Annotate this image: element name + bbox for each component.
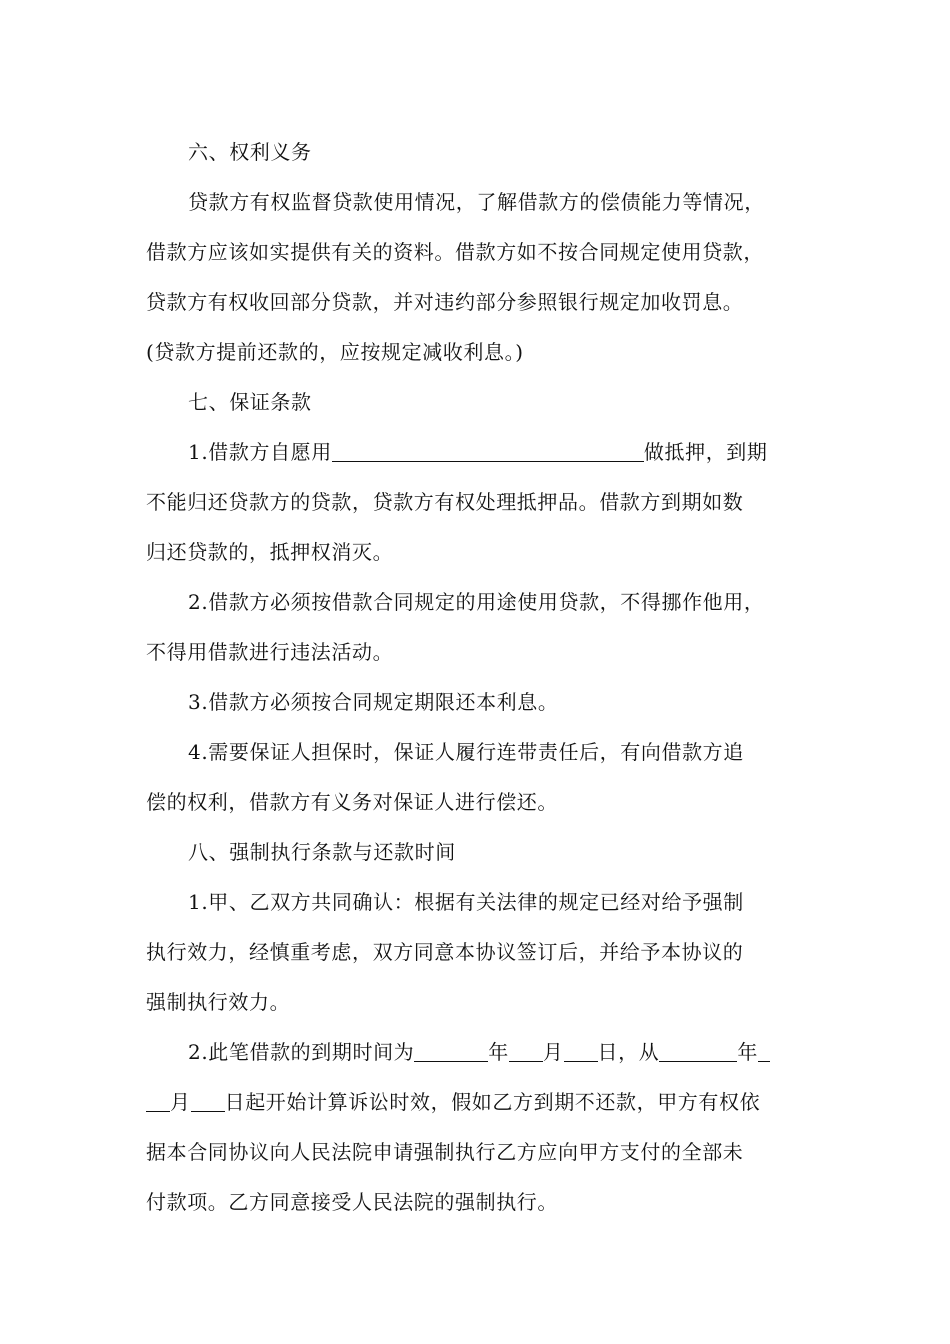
paragraph-line: 贷款方有权监督贷款使用情况，了解借款方的偿债能力等情况， bbox=[188, 190, 765, 214]
section-heading-enforcement: 八、强制执行条款与还款时间 bbox=[188, 840, 456, 864]
year-blank bbox=[414, 1041, 488, 1062]
paragraph-line-due-date bbox=[188, 1037, 868, 1067]
start-year-blank bbox=[659, 1041, 737, 1062]
month-label: 月 bbox=[170, 1090, 191, 1114]
start-month-blank-continued bbox=[146, 1091, 170, 1112]
paragraph-line: 偿的权利，借款方有义务对保证人进行偿还。 bbox=[146, 790, 558, 814]
line-text: 日，从 bbox=[597, 1040, 660, 1064]
paragraph-line: 付款项。乙方同意接受人民法院的强制执行。 bbox=[146, 1190, 558, 1214]
paragraph-line: 强制执行效力。 bbox=[146, 990, 291, 1014]
paragraph-line: 执行效力，经慎重考虑，双方同意本协议签订后，并给予本协议的 bbox=[146, 940, 744, 964]
paragraph-line: 不能归还贷款方的贷款，贷款方有权处理抵押品。借款方到期如数 bbox=[146, 490, 744, 514]
paragraph-line-collateral bbox=[188, 437, 868, 467]
start-day-blank bbox=[191, 1091, 225, 1112]
paragraph-line: (贷款方提前还款的，应按规定减收利息。) bbox=[146, 340, 524, 364]
line-text: 日起开始计算诉讼时效，假如乙方到期不还款，甲方有权依 bbox=[224, 1090, 761, 1114]
year-label: 年 bbox=[488, 1040, 509, 1064]
line-text: 做抵押，到期 bbox=[643, 440, 768, 464]
paragraph-line: 2.借款方必须按借款合同规定的用途使用贷款，不得挪作他用， bbox=[188, 590, 765, 614]
month-blank bbox=[509, 1041, 543, 1062]
month-label: 月 bbox=[542, 1040, 564, 1064]
paragraph-line: 1.甲、乙双方共同确认：根据有关法律的规定已经对给予强制 bbox=[188, 890, 744, 914]
paragraph-line: 贷款方有权收回部分贷款，并对违约部分参照银行规定加收罚息。 bbox=[146, 290, 744, 314]
paragraph-line: 3.借款方必须按合同规定期限还本利息。 bbox=[188, 690, 559, 714]
collateral-blank bbox=[332, 441, 644, 462]
year-label: 年 bbox=[737, 1040, 758, 1064]
paragraph-line: 归还贷款的，抵押权消灭。 bbox=[146, 540, 394, 564]
line-text: 2.此笔借款的到期时间为 bbox=[188, 1040, 415, 1064]
day-blank bbox=[564, 1041, 598, 1062]
paragraph-line-start-date bbox=[146, 1087, 826, 1117]
line-text: 1.借款方自愿用 bbox=[188, 440, 332, 464]
section-heading-rights-obligations: 六、权利义务 bbox=[188, 140, 312, 164]
paragraph-line: 据本合同协议向人民法院申请强制执行乙方应向甲方支付的全部未 bbox=[146, 1140, 744, 1164]
paragraph-line: 不得用借款进行违法活动。 bbox=[146, 640, 394, 664]
section-heading-guarantee: 七、保证条款 bbox=[188, 390, 312, 414]
paragraph-line: 借款方应该如实提供有关的资料。借款方如不按合同规定使用贷款， bbox=[146, 240, 764, 264]
paragraph-line: 4.需要保证人担保时，保证人履行连带责任后，有向借款方追 bbox=[188, 740, 744, 764]
start-month-blank bbox=[758, 1041, 770, 1062]
